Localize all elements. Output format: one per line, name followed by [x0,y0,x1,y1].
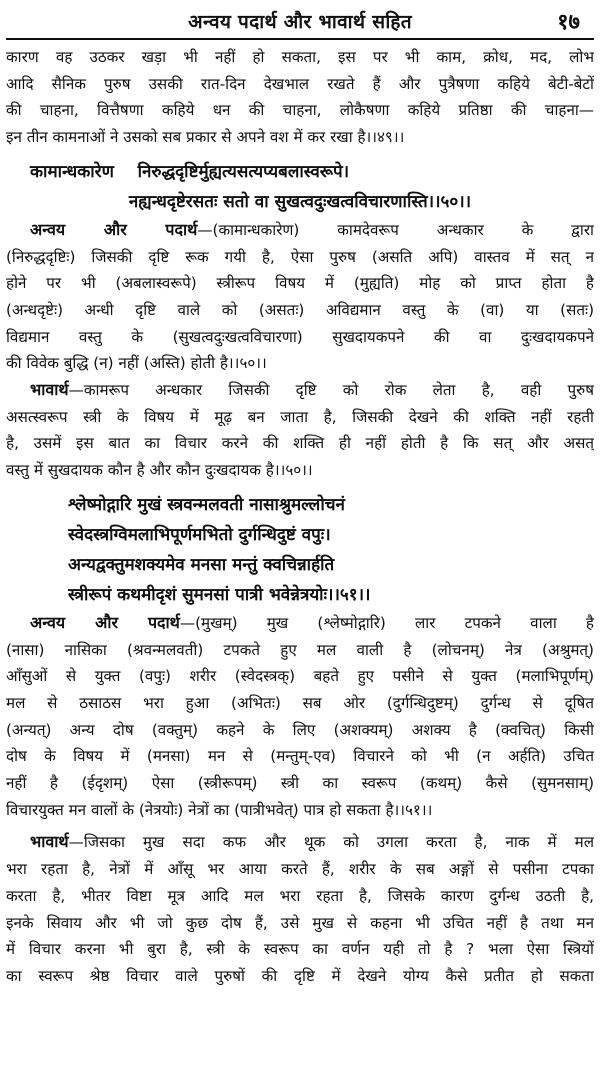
text-line: है, उसमें इस बात का विचार करने की शक्ति ही नहीं होती है कि सत् और असत् [6,434,594,453]
text-line: का स्वरूप श्रेष्ठ विचार वाले पुरुषों की दृष्टि में देखने योग्य कैसे प्रतीत हो सकता [6,966,594,985]
text-line: आदि सैनिक पुरुष उसकी रात-दिन देखभाल रखते हैं और पुत्रैषणा कहिये बेटी-बेटों [6,74,594,93]
text-line: असत्स्वरूप स्त्री के विषय में मूढ़ बन जाता है, जिसकी देखने की शक्ति नहीं रहती [6,407,594,426]
verse-51 [6,490,594,610]
text-line [6,829,594,856]
text-line: कारण वह उठकर खड़ा भी नहीं हो सकता, इस पर भी काम, क्रोध, मद, लोभ [6,48,594,66]
verse-line: कामान्धकारेण निरुद्धदृष्टिर्मुह्यत्यसत्यप्यबलास्वरूपे। [30,161,350,182]
text-line: इन तीन कामनाओं ने उसको सब प्रकार से अपने वश में कर रखा है।।४९।। [6,128,405,147]
verse-50 [6,157,594,217]
verse-line: अन्यद्वक्तुमशक्यमेव मनसा मन्तुं क्वचिन्नार्हति [68,554,335,575]
text-line: दोष के विषय में (मनसा) मन से (मन्तुम्-एव) विचारने को भी (न अर्हति) उचित [6,747,594,766]
text-line: इनके सिवाय और भी जो कुछ दोष हैं, उसे मुख से कहना भी उचित नहीं है तथा मन [6,913,594,932]
text-line: (अन्धदृष्टेः) अन्धी दृष्टि वाले को (असतः) अविद्यमान वस्तु के (वा) या (सतः) [6,300,594,319]
paragraph-49 [6,44,594,151]
text-line: (नासा) नासिका (श्रवन्मलवती) टपकते हुए मल वाली है (लोचनम्) नेत्र (अश्रुमत्) [6,640,594,659]
text-line: विचारयुक्त मन वालों के (नेत्रयोः) नेत्रों का (पात्रीभवेत्) पात्र हो सकता है।।५१।। [6,800,433,819]
text-line: की विवेक बुद्धि (न) नहीं (अस्ति) होती है।।५०।। [6,354,267,373]
bhavartha-50 [6,377,594,484]
anvaya-51 [6,610,594,824]
text-line: (अन्यत्) अन्य दोष (वक्तुम्) कहने के लिए (अशक्यम्) अशक्य है (क्वचित्) किसी [6,720,594,739]
header-rule [6,38,594,40]
verse-line: नह्यन्धदृष्टेरसतः सतो वा सुखत्वदुःखत्वविचारणास्ति।।५०।। [128,191,472,212]
verse-line: स्वेदस्त्रग्विमलाभिपूर्णमभितो दुर्गन्धिदुष्टं वपुः। [68,524,331,545]
text-run: —कामरूप अन्धकार जिसकी दृष्टि को रोक लेता है, वही पुरुष [68,381,594,400]
text-line [6,610,594,637]
text-line [6,377,594,404]
text-line: में विचार करना भी बुरा है, स्त्री के स्वरूप का वर्णन यही तो है ? भला ऐसा स्त्रियों [6,940,594,959]
text-run: —जिसका मुख सदा कफ और थूक को उगला करता है, नाक में मल [68,833,594,852]
section-lead: भावार्थ [30,832,69,852]
text-line: नहीं है (ईदृशम्) ऐसा (स्त्रीरूपम्) स्त्री का स्वरूप (कथम्) कैसे (सुमनसाम्) [6,774,594,793]
section-lead: अन्वय और पदार्थ [30,219,198,239]
text-line [6,217,594,244]
text-line: वस्तु में सुखदायक कौन है और कौन दुःखदायक है।।५०।। [6,461,313,480]
text-line: होने पर भी (अबलास्वरूपे) स्त्रीरूप विषय में (मुह्यति) मोह को प्राप्त होता है [6,274,594,293]
section-lead: अन्वय और पदार्थ [30,612,180,632]
text-run: —(कामान्धकारेण) कामदेवरूप अन्धकार के द्वारा [197,220,594,239]
text-line: की चाहना, वित्तैषणा कहिये धन की चाहना, लोकैषणा कहिये प्रतिष्ठा की चाहना— [6,101,594,120]
section-lead: भावार्थ [30,380,69,400]
text-line: (निरुद्धदृष्टिः) जिसकी दृष्टि रूक गयी है, ऐसा पुरुष (असति अपि) वास्तव में सत् न [6,247,594,266]
anvaya-50 [6,217,594,377]
text-line: विद्यमान वस्तु के (सुखत्वदुःखत्वविचारणा) सुखदायकपने की वा दुःखदायकपने [6,327,594,346]
text-run: —(मुखम्) मुख (श्लेष्मोद्गारि) लार टपकने वाला है [179,613,594,632]
text-line: करता है, भीतर विष्टा मूत्र आदि मल भरा रहता है, जिसके कारण दुर्गन्ध उठती है, [6,886,594,905]
verse-line: स्त्रीरूपं कथमीदृशं सुमनसां पात्री भवेन्नेत्रयोः।।५१।। [68,584,371,605]
page-number: १७ [557,10,580,35]
running-title: अन्वय पदार्थ और भावार्थ सहित [188,11,412,33]
text-line: मल से ठसाठस भरा हुआ (अभितः) सब ओर (दुर्गन्धिदुष्टम्) दुर्गन्ध से दूषित [6,693,594,712]
verse-line: श्लेष्मोद्गारि मुखं स्त्रवन्मलवती नासाश्रुमल्लोचनं [68,494,345,515]
text-line: आँसुओं से युक्त (वपुः) शरीर (स्वेदस्त्रक्) बहते हुए पसीने से युक्त (मलाभिपूर्णम्) [6,667,594,686]
page-header [6,0,594,44]
text-line: भरा रहता है, नेत्रों में आँसू भर आया करते हैं, शरीर के सब अङ्गों से पसीना टपका [6,860,594,879]
bhavartha-51 [6,829,594,989]
